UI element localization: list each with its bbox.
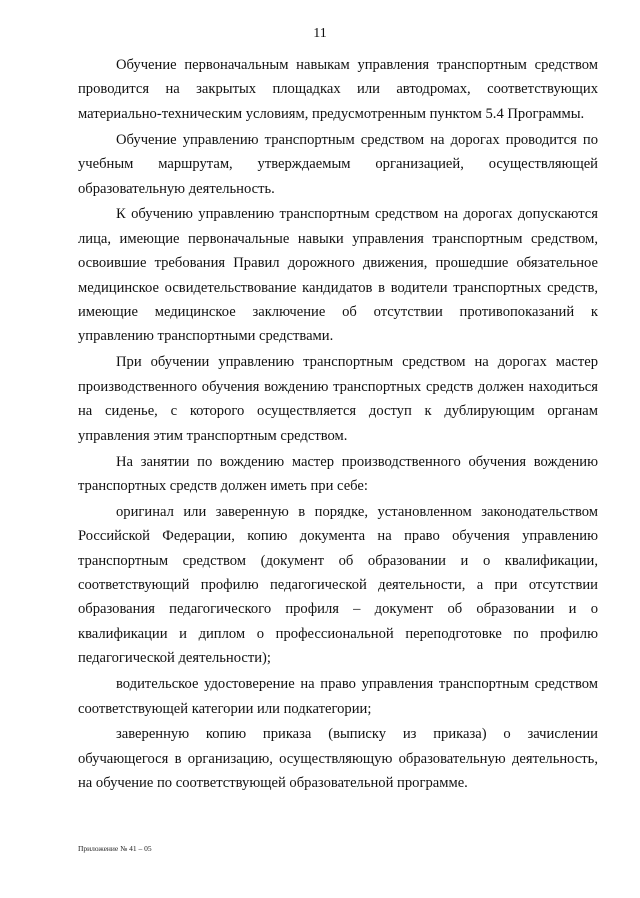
- page-footer: Приложение № 41 – 05: [78, 844, 152, 853]
- paragraph-document-original: оригинал или заверенную в порядке, установленном законодательством Российской Федерации, копию документа на право обучения управлению транспортным средством (документ об образовании и о квалификации, соответствующий профилю педагогической деятельности, а при отсутствии образования педагогического профиля – документ об образовании и о квалификации и диплом о профессиональной переподготовке по профилю педагогической деятельности);: [78, 503, 598, 667]
- paragraph-instructor-seat: При обучении управлению транспортным средством на дорогах мастер производственного обучения вождению транспортных средств должен находиться на сиденье, с которого осуществляется доступ к дублирующим органам управления этим транспортным средством.: [78, 354, 598, 444]
- page-number: 11: [313, 26, 327, 41]
- document-body: [78, 53, 598, 797]
- paragraph-instructor-documents-intro: На занятии по вождению мастер производственного обучения вождению транспортных средств должен иметь при себе:: [78, 453, 598, 494]
- paragraph-road-training-routes: Обучение управлению транспортным средством на дорогах проводится по учебным маршрутам, утверждаемым организацией, осуществляющей образовательную деятельность.: [78, 131, 598, 197]
- paragraph-admission-requirements: К обучению управлению транспортным средством на дорогах допускаются лица, имеющие первоначальные навыки управления транспортным средством, освоившие требования Правил дорожного движения, прошедшие обязательное медицинское освидетельствование кандидатов в водители транспортных средств, имеющие медицинское заключение об отсутствии противопоказаний к управлению транспортными средствами.: [78, 206, 598, 345]
- paragraph-driving-license: водительское удостоверение на право управления транспортным средством соответствующей категории или подкатегории;: [78, 676, 598, 717]
- paragraph-initial-skills-training: Обучение первоначальным навыкам управления транспортным средством проводится на закрытых площадках или автодромах, соответствующих материально-техническим условиям, предусмотренным пунктом 5.4 Программы.: [78, 57, 598, 122]
- paragraph-enrollment-order: заверенную копию приказа (выписку из приказа) о зачислении обучающегося в организацию, осуществляющую образовательную деятельность, на обучение по соответствующей образовательной программе.: [78, 726, 598, 792]
